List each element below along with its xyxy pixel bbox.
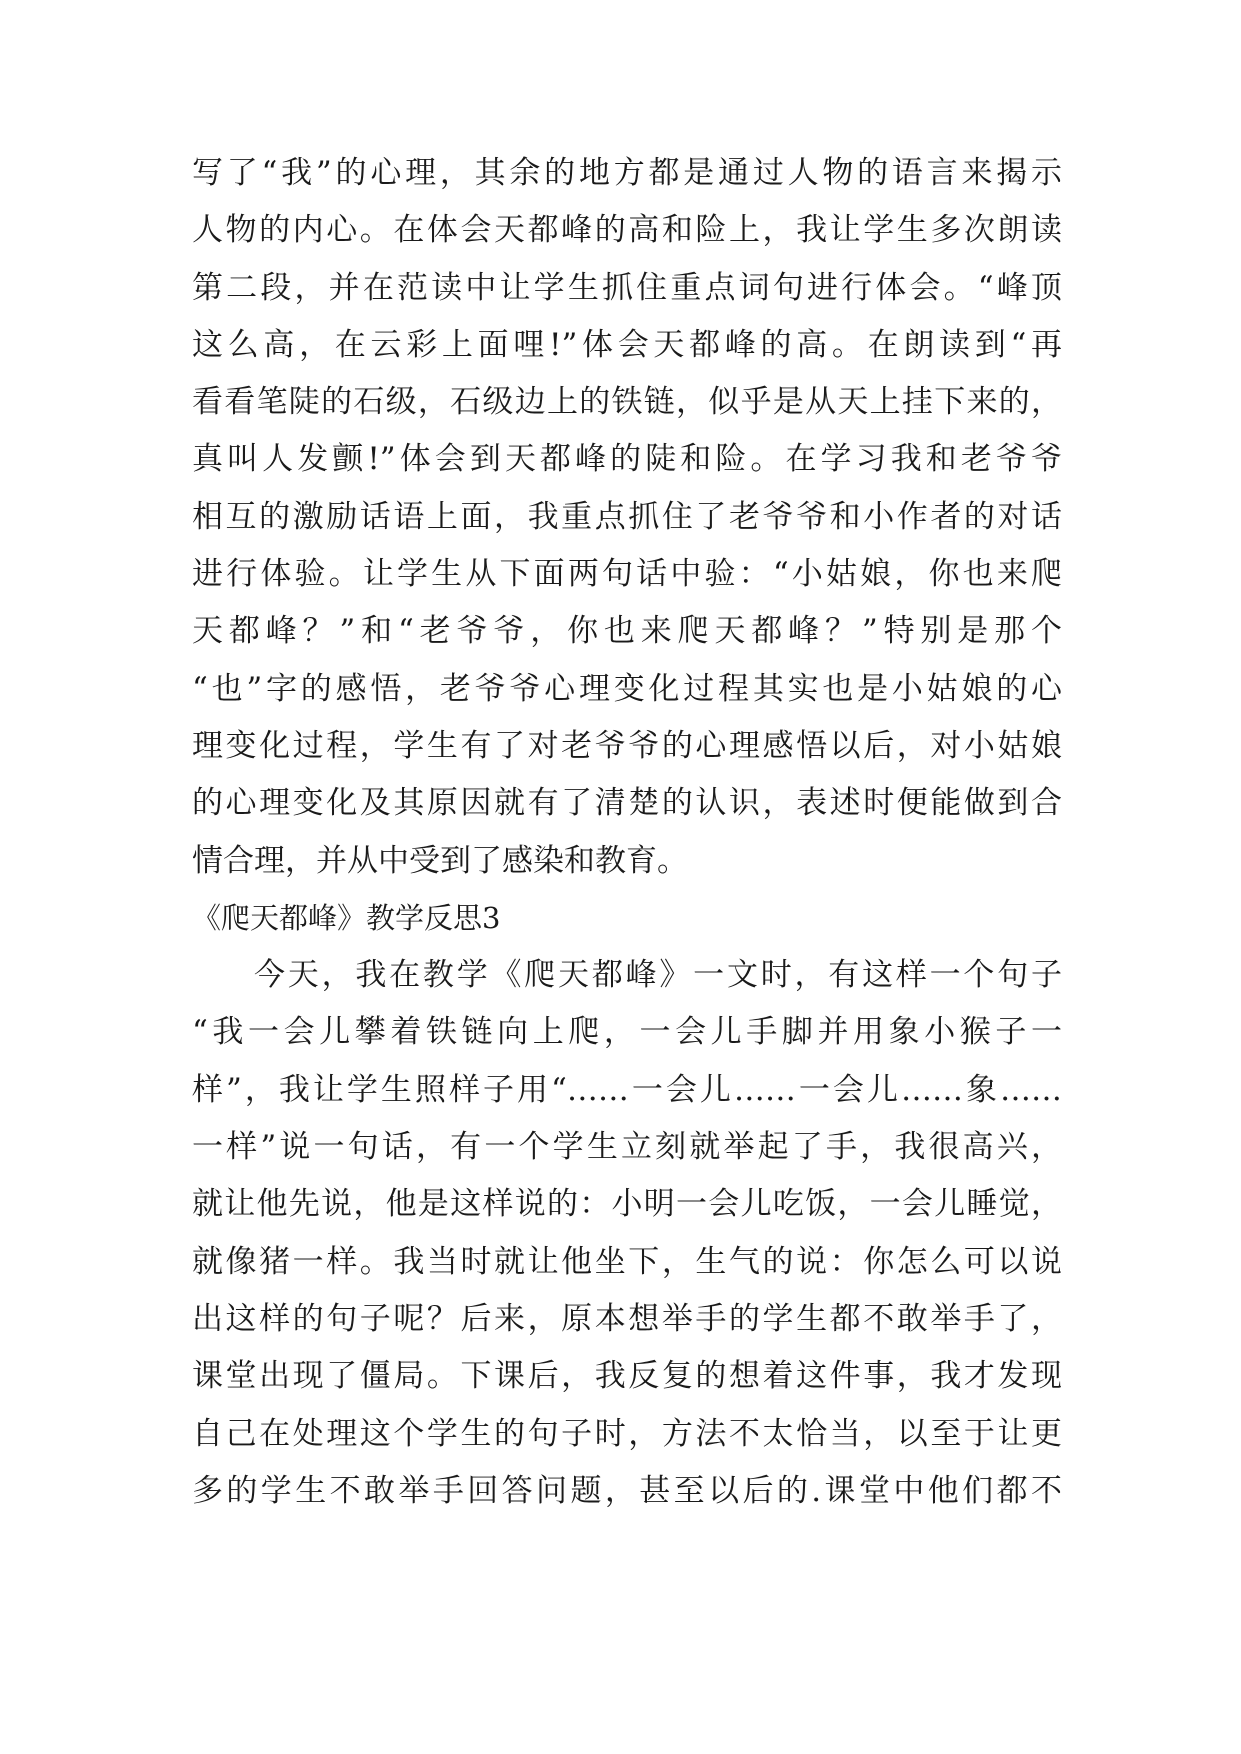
text-line: 就像猪一样。我当时就让他坐下，生气的说：你怎么可以说 <box>192 1243 1062 1280</box>
text-line: 课堂出现了僵局。下课后，我反复的想着这件事，我才发现 <box>192 1358 1062 1395</box>
text-line: 样”，我让学生照样子用“……一会儿……一会儿……象…… <box>192 1071 1062 1108</box>
text-line: 理变化过程，学生有了对老爷爷的心理感悟以后，对小姑娘 <box>192 727 1062 764</box>
text-line: 看看笔陡的石级，石级边上的铁链，似乎是从天上挂下来的， <box>192 384 1062 421</box>
text-line: 出这样的句子呢？后来，原本想举手的学生都不敢举手了， <box>192 1300 1062 1337</box>
text-line: 就让他先说，他是这样说的：小明一会儿吃饭，一会儿睡觉， <box>192 1186 1062 1223</box>
text-line: “我一会儿攀着铁链向上爬，一会儿手脚并用象小猴子一 <box>192 1014 1062 1051</box>
text-line: 真叫人发颤!”体会到天都峰的陡和险。在学习我和老爷爷 <box>192 441 1062 478</box>
text-line: 多的学生不敢举手回答问题，甚至以后的.课堂中他们都不 <box>192 1472 1062 1509</box>
section-heading: 《爬天都峰》教学反思3 <box>192 900 501 935</box>
text-line: 一样”说一句话，有一个学生立刻就举起了手，我很高兴， <box>192 1129 1062 1166</box>
text-line: 这么高，在云彩上面哩!”体会天都峰的高。在朗读到“再 <box>192 326 1062 363</box>
text-line: 第二段，并在范读中让学生抓住重点词句进行体会。“峰顶 <box>192 269 1062 306</box>
text-line: 天都峰？”和“老爷爷，你也来爬天都峰？”特别是那个 <box>192 613 1062 650</box>
text-line: 人物的内心。在体会天都峰的高和险上，我让学生多次朗读 <box>192 212 1062 249</box>
text-line: 相互的激励话语上面，我重点抓住了老爷爷和小作者的对话 <box>192 498 1062 535</box>
text-line: 写了“我”的心理，其余的地方都是通过人物的语言来揭示 <box>192 155 1062 191</box>
text-line: 进行体验。让学生从下面两句话中验：“小姑娘，你也来爬 <box>192 556 1062 593</box>
document-body <box>192 145 1062 1520</box>
text-line: 自己在处理这个学生的句子时，方法不太恰当，以至于让更 <box>192 1415 1062 1452</box>
text-line: 情合理，并从中受到了感染和教育。 <box>192 842 688 879</box>
text-line: 今天，我在教学《爬天都峰》一文时，有这样一个句子 <box>254 957 1062 994</box>
text-line: 的心理变化及其原因就有了清楚的认识，表述时便能做到合 <box>192 785 1062 822</box>
text-line: “也”字的感悟，老爷爷心理变化过程其实也是小姑娘的心 <box>192 670 1062 707</box>
